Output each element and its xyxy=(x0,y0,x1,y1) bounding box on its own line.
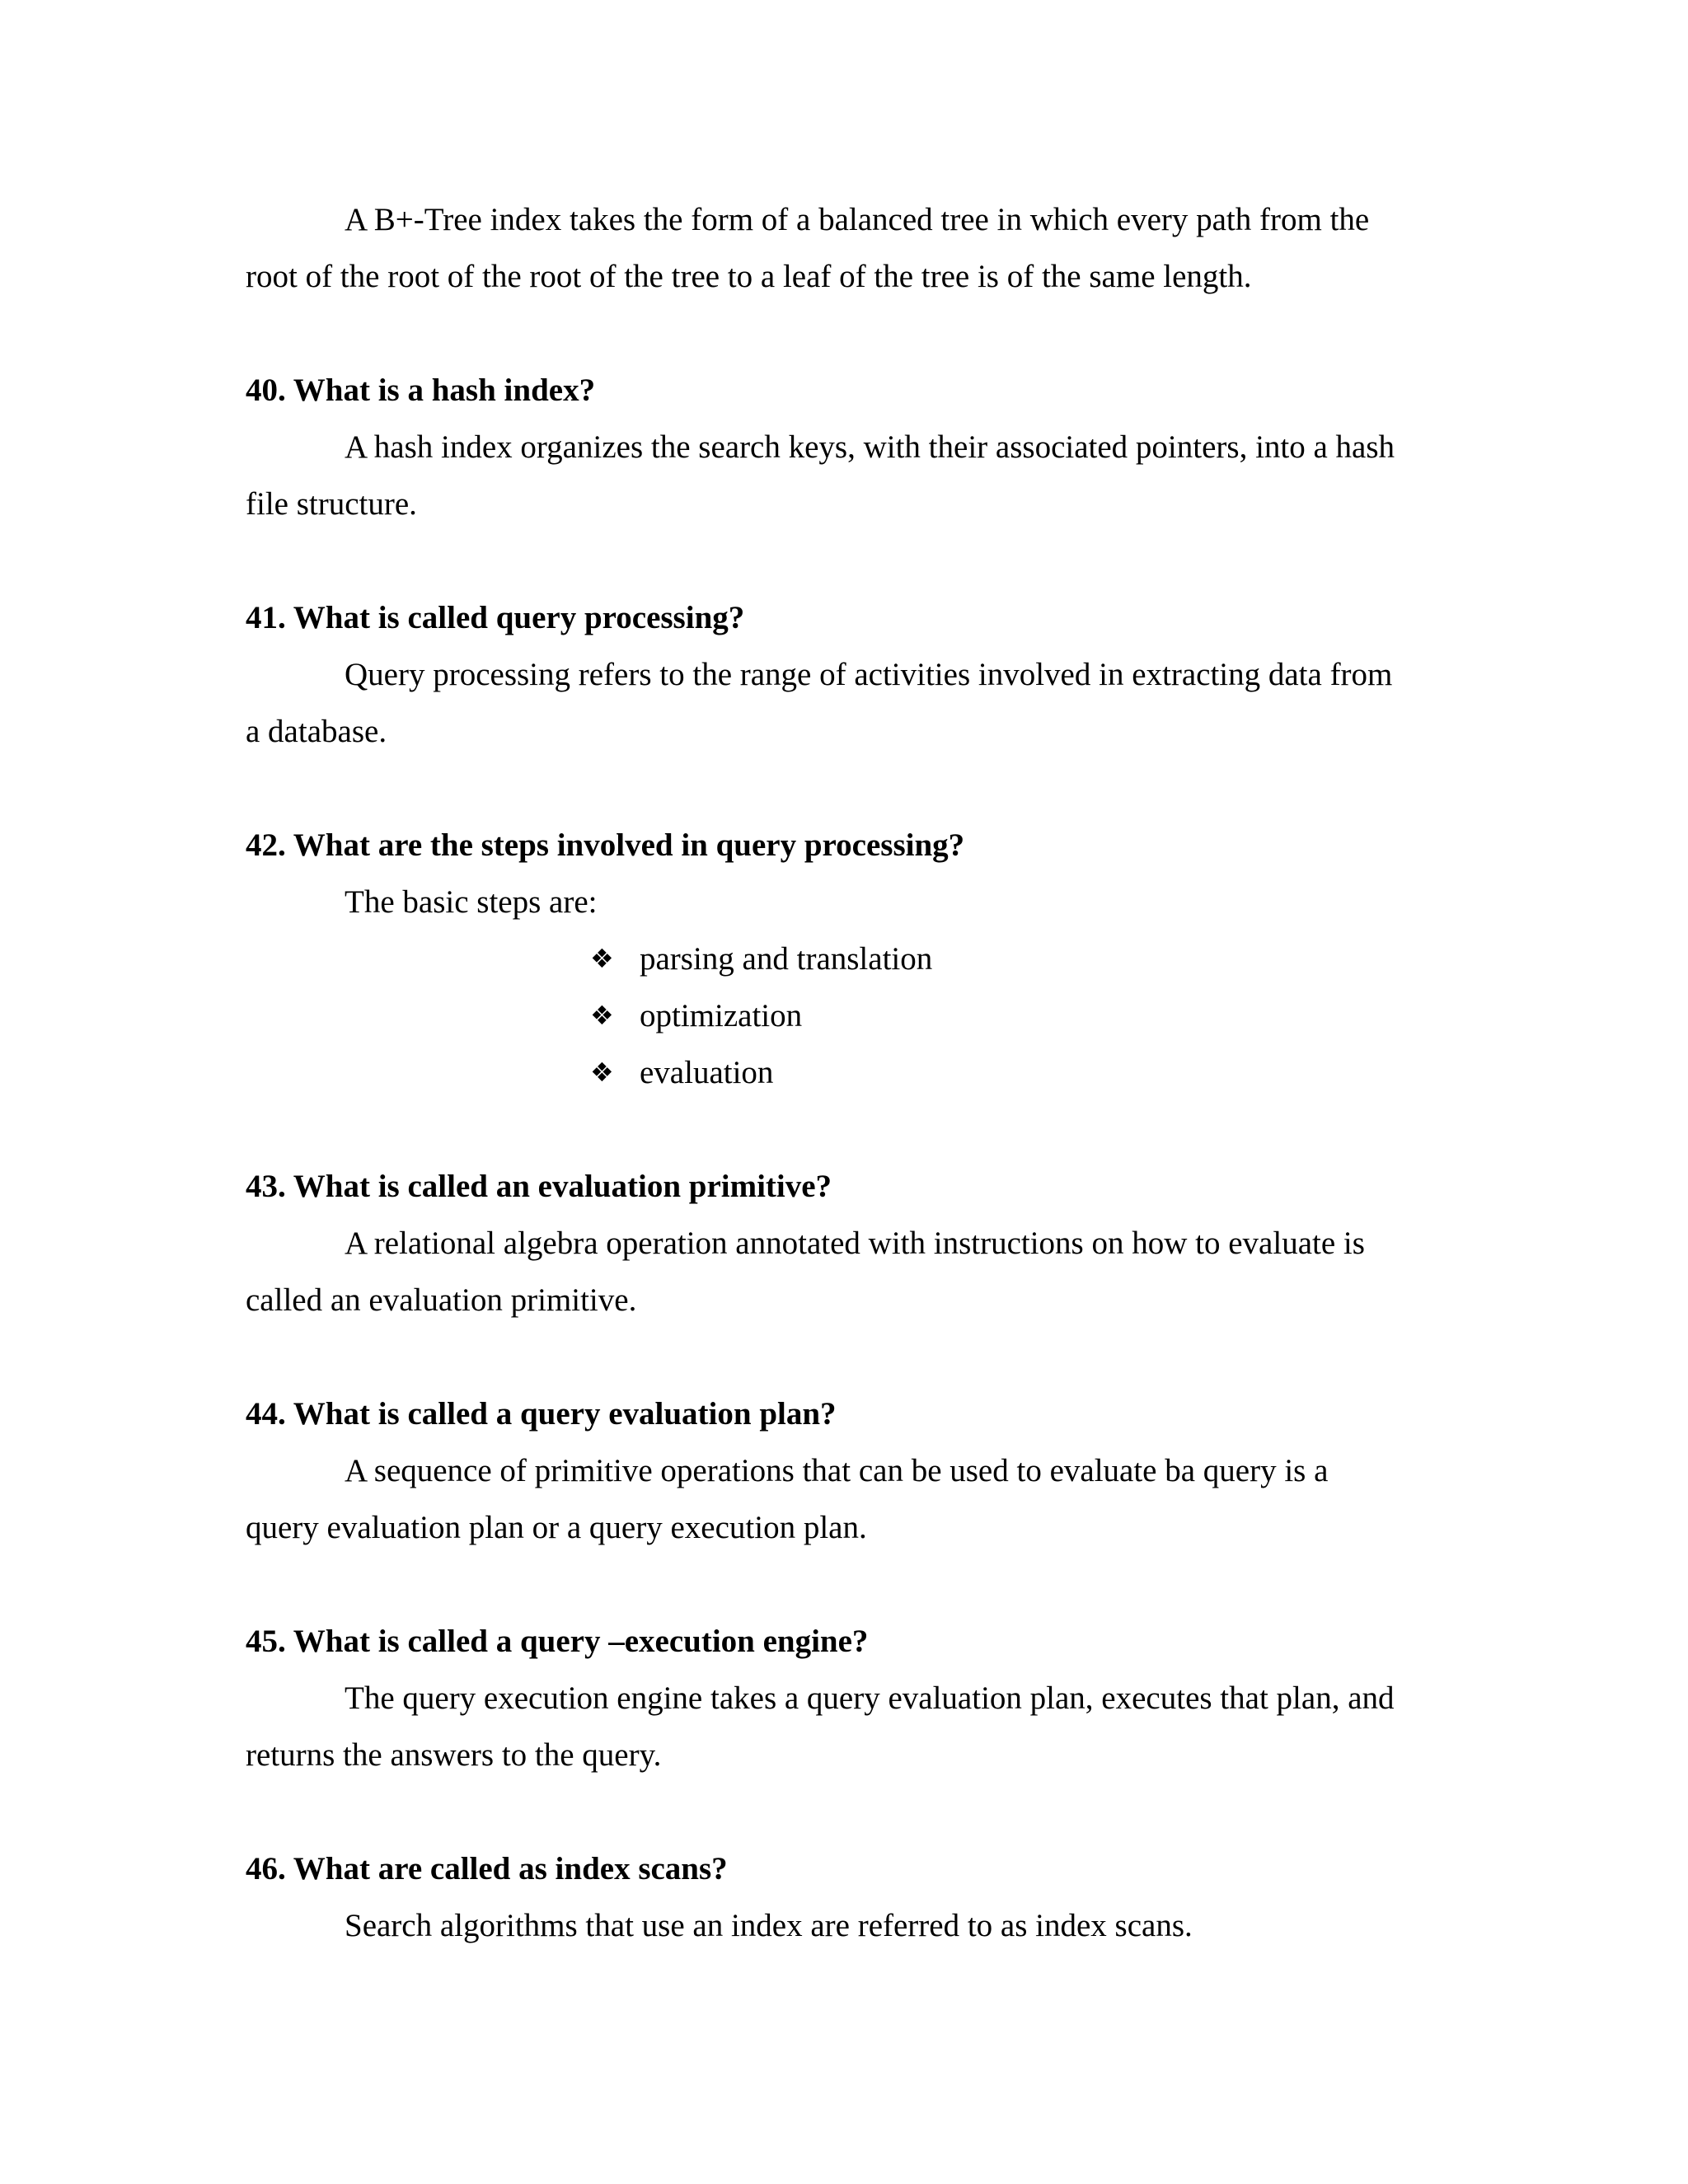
question-45-heading: 45. What is called a query –execution engine? xyxy=(246,1624,869,1659)
question-46-heading: 46. What are called as index scans? xyxy=(246,1851,728,1886)
answer-40-line-1: A hash index organizes the search keys, with their associated pointers, into a hash xyxy=(345,429,1395,465)
diamond-bullet-icon: ❖ xyxy=(590,1000,614,1031)
question-41-heading: 41. What is called query processing? xyxy=(246,600,745,635)
question-40-heading: 40. What is a hash index? xyxy=(246,373,596,408)
question-43-heading: 43. What is called an evaluation primitive? xyxy=(246,1169,832,1204)
answer-43-line-2: called an evaluation primitive. xyxy=(246,1282,637,1318)
list-item xyxy=(590,930,1432,987)
diamond-bullet-icon: ❖ xyxy=(590,943,614,974)
answer-43-line-1: A relational algebra operation annotated with instructions on how to evaluate is xyxy=(345,1226,1365,1261)
intro-line-1: A B+-Tree index takes the form of a balanced tree in which every path from the xyxy=(345,202,1370,237)
answer-42-line-1: The basic steps are: xyxy=(345,884,598,920)
list-item xyxy=(590,987,1432,1044)
page-content xyxy=(246,191,1432,1954)
answer-45-line-1: The query execution engine takes a query evaluation plan, executes that plan, and xyxy=(345,1680,1395,1716)
steps-list xyxy=(246,930,1432,1101)
question-44-heading: 44. What is called a query evaluation plan? xyxy=(246,1396,837,1432)
question-42-heading: 42. What are the steps involved in query processing? xyxy=(246,827,965,863)
list-item xyxy=(590,1044,1432,1101)
list-item-label: evaluation xyxy=(640,1055,774,1090)
answer-44-line-1: A sequence of primitive operations that can be used to evaluate ba query is a xyxy=(345,1453,1329,1488)
diamond-bullet-icon: ❖ xyxy=(590,1057,614,1088)
answer-45-line-2: returns the answers to the query. xyxy=(246,1737,662,1773)
answer-40-line-2: file structure. xyxy=(246,486,417,522)
list-item-label: parsing and translation xyxy=(640,941,933,977)
answer-41-line-1: Query processing refers to the range of activities involved in extracting data from xyxy=(345,657,1393,692)
answer-46-line-1: Search algorithms that use an index are referred to as index scans. xyxy=(345,1908,1193,1943)
answer-41-line-2: a database. xyxy=(246,714,387,749)
list-item-label: optimization xyxy=(640,998,803,1033)
intro-line-2: root of the root of the root of the tree to a leaf of the tree is of the same length. xyxy=(246,259,1252,294)
answer-44-line-2: query evaluation plan or a query execution plan. xyxy=(246,1510,867,1545)
